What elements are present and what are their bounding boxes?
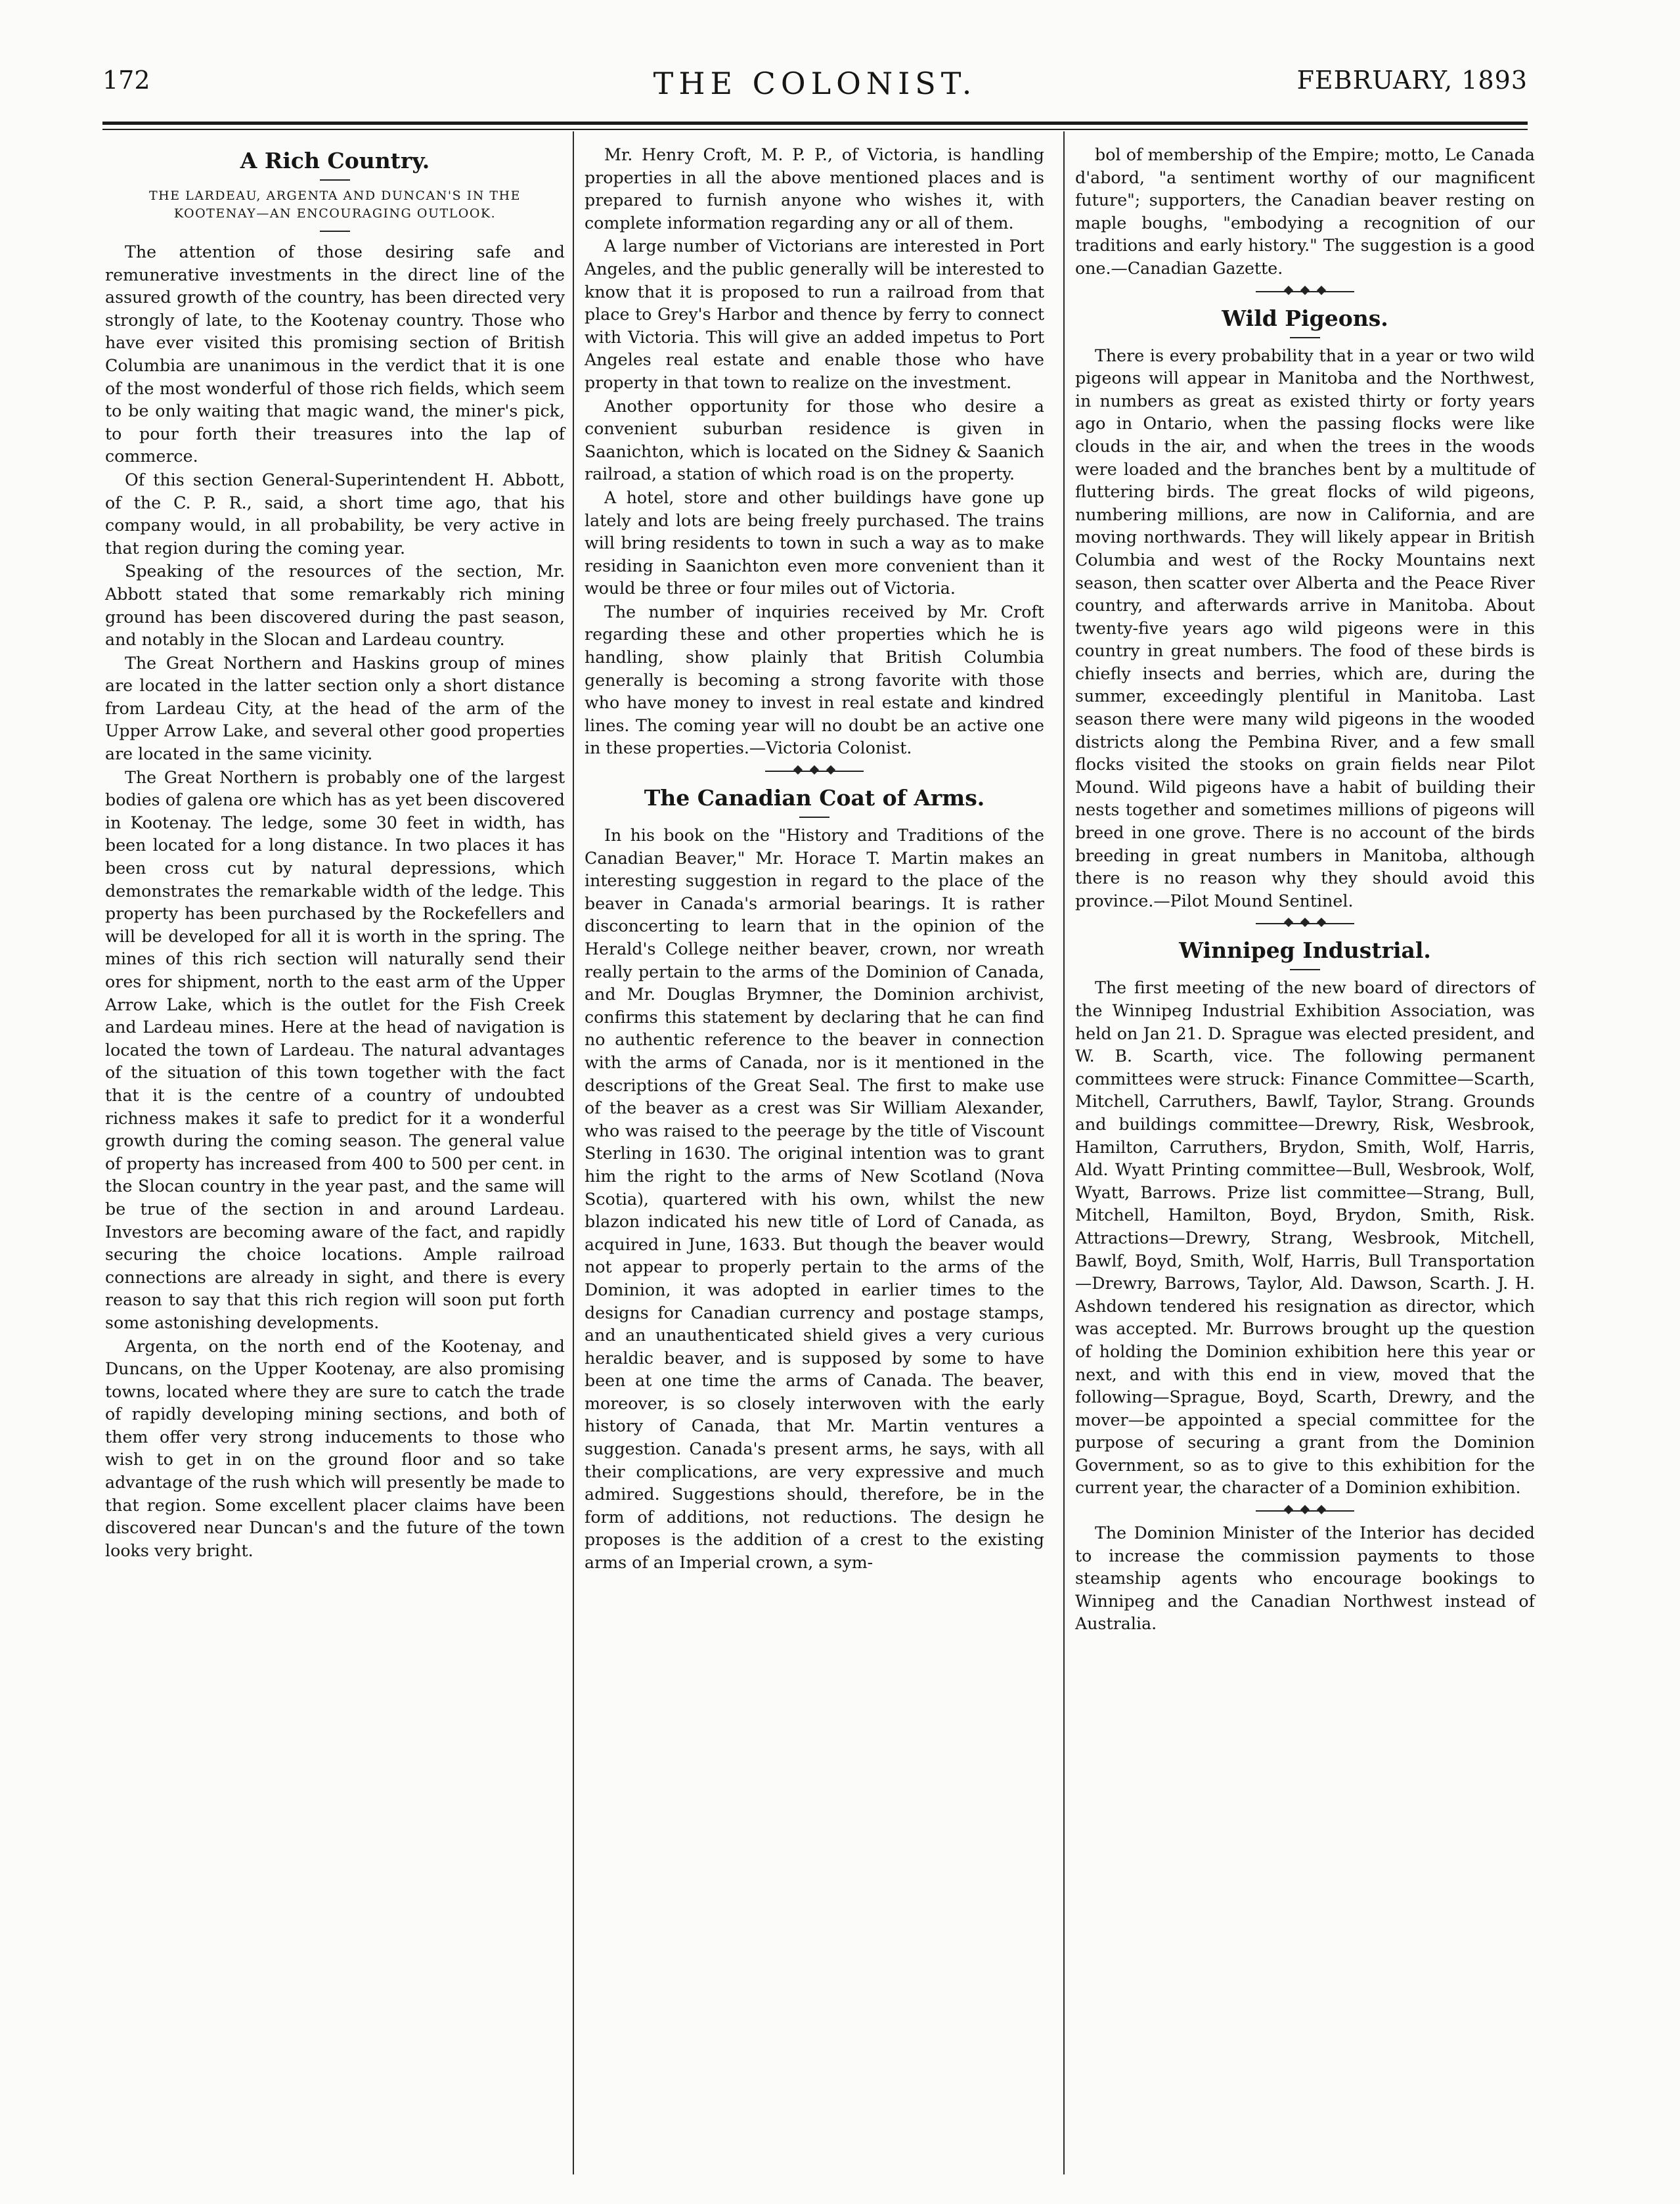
paragraph: The attention of those desiring safe and remunerative investments in the direct line of the assured growth of the country, has been directed very strongly of late, to the Kootenay country. Those who have ever visited this promising section of British Columbia are unanimous in the verdict that it is one of the most wonderful of those rich fields, which seem to be only waiting that magic wand, the miner's pick, to pour forth their treasures into the lap of commerce. (105, 242, 565, 466)
ornamental-separator (1075, 915, 1535, 932)
paragraph: Of this section General-Superintendent H. Abbott, of the C. P. R., said, a short time ago, that his company would, in all probability, be very active in that region during the coming year. (105, 470, 565, 558)
ornamental-separator (1075, 283, 1535, 300)
column-2 (585, 135, 1044, 1575)
issue-date: FEBRUARY, 1893 (1296, 66, 1528, 95)
paragraph: The first meeting of the new board of directors of the Winnipeg Industrial Exhibition Association, was held on Jan 21. D. Sprague was elected president, and W. B. Scarth, vice. The following permanent committees were struck: Finance Committee—Scarth, Mitchell, Carruthers, Bawlf, Taylor, Strang. Grounds and buildings committee—Drewry, Risk, Wesbrook, Hamilton, Carruthers, Brydon, Smith, Wolf, Harris, Ald. Wyatt Printing committee—Bull, Wesbrook, Wolf, Wyatt, Barrows. Prize list committee—Strang, Bull, Mitchell, Hamilton, Boyd, Brydon, Smith, Risk. Attractions—Drewry, Strang, Wesbrook, Mitchell, Bawlf, Boyd, Smith, Wolf, Harris, Bull Transportation—Drewry, Barrows, Taylor, Ald. Dawson, Scarth. J. H. Ashdown tendered his resignation as director, which was accepted. Mr. Burrows brought up the question of holding the Dominion exhibition here this year or next, and with this end in view, moved that the following—Sprague, Boyd, Scarth, Drewry, and the mover—be appointed a special committee for the purpose of securing a grant from the Dominion Government, so as to give to this exhibition for the current year, the character of a Dominion exhibition. (1075, 978, 1535, 1498)
publication-title: THE COLONIST. (653, 66, 977, 101)
article-title-winnipeg-industrial: Winnipeg Industrial. (1179, 937, 1431, 964)
paragraph: Argenta, on the north end of the Kootenay, and Duncans, on the Upper Kootenay, are also promising towns, located where they are sure to catch the trade of rapidly developing mining sections, and both of them offer very strong inducements to those who wish to get in on the ground floor and so take advantage of the rush which will presently be made to that region. Some excellent placer claims have been discovered near Duncan's and the future of the town looks very bright. (105, 1336, 565, 1560)
paragraph: There is every probability that in a year or two wild pigeons will appear in Manitoba and the Northwest, in numbers as great as existed thirty or forty years ago in Ontario, when the passing flocks were like clouds in the air, and when the trees in the woods were loaded and the branches bent by a multitude of fluttering birds. The great flocks of wild pigeons, numbering millions, are now in California, and are moving northwards. They will likely appear in British Columbia and west of the Rocky Mountains next season, then scatter over Alberta and the Peace River country, and afterwards arrive in Manitoba. About twenty-five years ago wild pigeons were in this country in great numbers. The food of these birds is chiefly insects and berries, which are, during the summer, exceedingly plentiful in Manitoba. Last season there were many wild pigeons in the wooded districts along the Pembina River, and a few small flocks visited the stooks on grain fields near Pilot Mound. Wild pigeons have a habit of building their nests together and sometimes millions of pigeons will breed in one grove. There is no account of the birds breeding in great numbers in Manitoba, although there is no reason why they should avoid this province.—Pilot Mound Sentinel. (1075, 346, 1535, 911)
subhead-rule (320, 231, 350, 232)
column-3 (1075, 135, 1535, 1636)
paragraph: The Great Northern and Haskins group of mines are located in the latter section only a short distance from Lardeau City, at the head of the arm of the Upper Arrow Lake, and several other good properties are located in the same vicinity. (105, 653, 565, 764)
title-rule (799, 817, 829, 818)
article-title-wild-pigeons: Wild Pigeons. (1222, 305, 1388, 331)
column-1 (105, 135, 565, 1563)
paragraph: A large number of Victorians are interested in Port Angeles, and the public generally will be interested to know that it is proposed to run a railroad from that place to Grey's Harbor and thence by ferry to connect with Victoria. This will give an added impetus to Port Angeles real estate and enable those who have property in that town to realize on the investment. (585, 236, 1044, 392)
article-title-rich-country: A Rich Country. (240, 148, 430, 173)
page-number: 172 (102, 66, 150, 95)
article-title-coat-of-arms: The Canadian Coat of Arms. (644, 785, 985, 811)
paragraph: Speaking of the resources of the section, Mr. Abbott stated that some remarkably rich mining ground has been discovered during the past season, and notably in the Slocan and Lardeau country. (105, 562, 565, 650)
header-rule-thick (102, 122, 1528, 125)
ornamental-separator (585, 763, 1044, 780)
ornamental-separator (1075, 1502, 1535, 1519)
paragraph: In his book on the "History and Traditions of the Canadian Beaver," Mr. Horace T. Martin makes an interesting suggestion in regard to the place of the beaver in Canada's armorial bearings. It is rather disconcerting to learn that in the opinion of the Herald's College neither beaver, crown, nor wreath really pertain to the arms of the Dominion of Canada, and Mr. Douglas Brymner, the Dominion archivist, confirms this statement by declaring that he can find no authentic reference to the beaver in connection with the arms of Canada, nor is it mentioned in the descriptions of the Great Seal. The first to make use of the beaver as a crest was Sir William Alexander, who was raised to the peerage by the title of Viscount Sterling in 1630. The original intention was to grant him the right to the arms of New Scotland (Nova Scotia), quartered with his own, whilst the new blazon indicated his new title of Lord of Canada, as acquired in June, 1633. But though the beaver would not appear to properly pertain to the arms of the Dominion, it was adopted in earlier times to the designs for Canadian currency and postage stamps, and an unauthenticated shield gives a very curious heraldic beaver, and is supposed by some to have been at one time the arms of Canada. The beaver, moreover, is so closely interwoven with the early history of Canada, that Mr. Martin ventures a suggestion. Canada's present arms, he says, with all their complications, are very expressive and much admired. Suggestions should, therefore, be in the form of additions, not reductions. The design he proposes is the addition of a crest to the existing arms of an Imperial crown, a sym- (585, 826, 1044, 1573)
article-subhead: THE LARDEAU, ARGENTA AND DUNCAN'S IN THE KOOTENAY—AN ENCOURAGING OUTLOOK. (149, 189, 521, 221)
title-rule (1290, 969, 1320, 970)
column-divider-1 (573, 131, 574, 2174)
paragraph: A hotel, store and other buildings have gone up lately and lots are being freely purchased. The trains will bring residents to town in such a way as to make residing in Saanichton even more convenient than it would be three or four miles out of Victoria. (585, 487, 1044, 598)
title-rule (1290, 337, 1320, 338)
paragraph: Another opportunity for those who desire a convenient suburban residence is given in Saanichton, which is located on the Sidney & Saanich railroad, a station of which road is on the property. (585, 396, 1044, 484)
paragraph: The Great Northern is probably one of the largest bodies of galena ore which has as yet been discovered in Kootenay. The ledge, some 30 feet in width, has been located for a long distance. In two places it has been cross cut by natural depressions, which demonstrates the remarkable width of the ledge. This property has been purchased by the Rockefellers and will be developed for all it is worth in the spring. The mines of this rich section will naturally send their ores for shipment, north to the east arm of the Upper Arrow Lake, which is the outlet for the Fish Creek and Lardeau mines. Here at the head of navigation is located the town of Lardeau. The natural advantages of the situation of this town together with the fact that it is the centre of a country of undoubted richness makes it safe to predict for it a wonderful growth during the coming season. The general value of property has increased from 400 to 500 per cent. in the Slocan country in the year past, and the same will be true of the section in and around Lardeau. Investors are becoming aware of the fact, and rapidly securing the choice locations. Ample railroad connections are already in sight, and there is every reason to say that this rich region will soon put forth some astonishing developments. (105, 767, 565, 1332)
paragraph: bol of membership of the Empire; motto, Le Canada d'abord, "a sentiment worthy of our magnificent future"; supporters, the Canadian beaver resting on maple boughs, "embodying a recognition of our traditions and early history." The suggestion is a good one.—Canadian Gazette. (1075, 145, 1535, 278)
title-rule (320, 179, 350, 181)
paragraph: The Dominion Minister of the Interior has decided to increase the commission payments to those steamship agents who encourage bookings to Winnipeg and the Canadian Northwest instead of Australia. (1075, 1523, 1535, 1634)
column-divider-2 (1063, 131, 1065, 2174)
header-rule-thin (102, 129, 1528, 130)
page-header (102, 66, 1528, 105)
paragraph: The number of inquiries received by Mr. Croft regarding these and other properties which he is handling, show plainly that British Columbia generally is becoming a strong favorite with those who have money to invest in real estate and kindred lines. The coming year will no doubt be an active one in these properties.—Victoria Colonist. (585, 602, 1044, 758)
paragraph: Mr. Henry Croft, M. P. P., of Victoria, is handling properties in all the above mentioned places and is prepared to furnish anyone who wishes it, with complete information regarding any or all of them. (585, 145, 1044, 233)
